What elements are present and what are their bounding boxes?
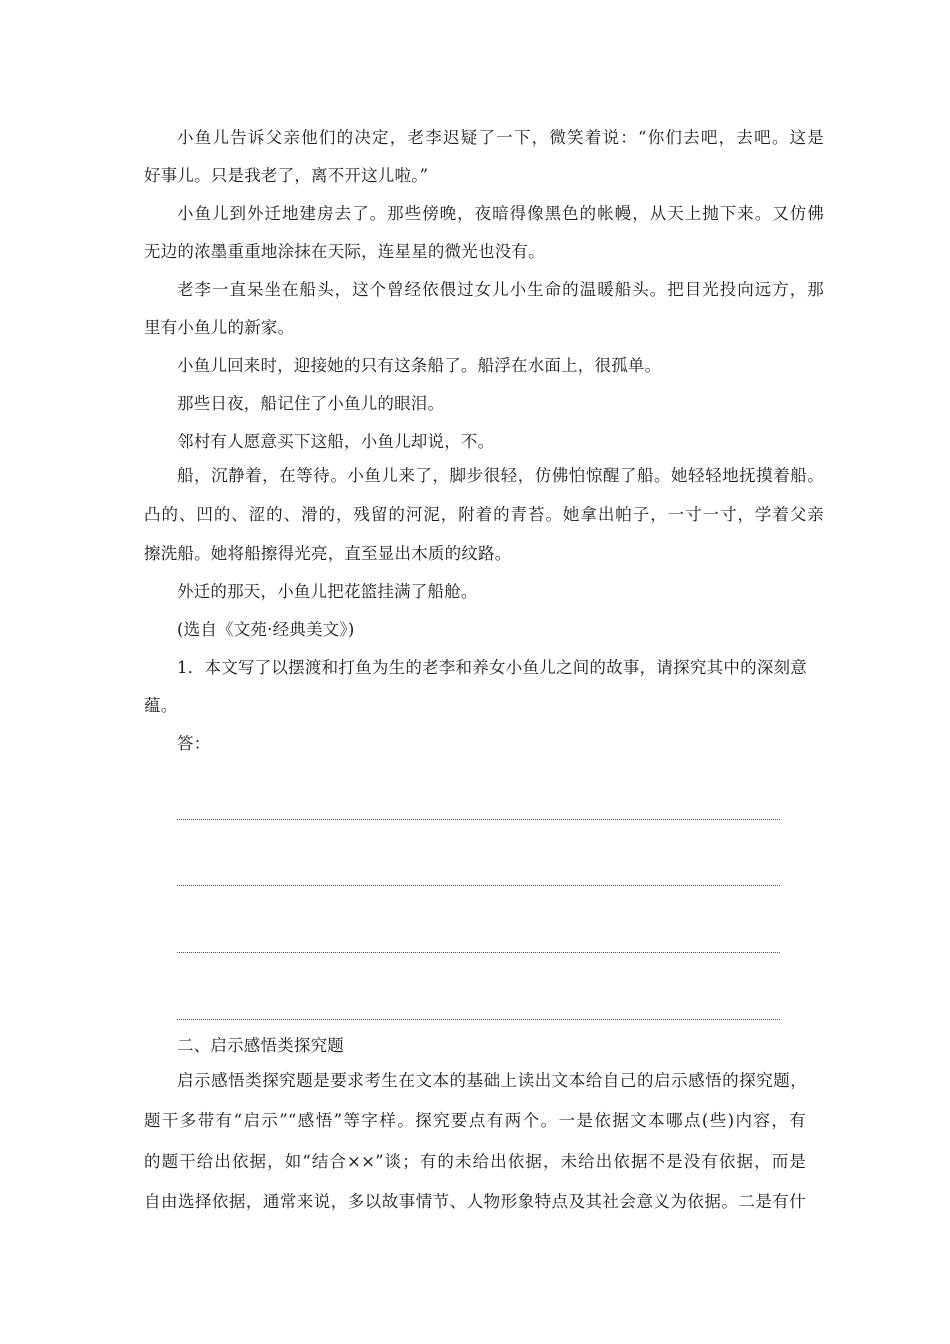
passage-line-1: 小鱼儿告诉父亲他们的决定，老李迟疑了一下，微笑着说：“你们去吧，去吧。这是 [177, 128, 824, 147]
answer-line[interactable] [177, 1019, 780, 1020]
question-1-line-2: 蕴。 [144, 696, 178, 715]
passage-line-3: 小鱼儿到外迁地建房去了。那些傍晚，夜暗得像黑色的帐幔，从天上抛下来。又仿佛 [177, 204, 824, 223]
passage-line-8: 那些日夜，船记住了小鱼儿的眼泪。 [177, 394, 445, 413]
passage-line-10: 船，沉静着，在等待。小鱼儿来了，脚步很轻，仿佛怕惊醒了船。她轻轻地抚摸着船。 [177, 466, 824, 485]
answer-line[interactable] [177, 885, 780, 886]
answer-line[interactable] [177, 819, 780, 820]
passage-line-12: 擦洗船。她将船擦得光亮，直至显出木质的纹路。 [144, 544, 512, 563]
passage-line-4: 无边的浓墨重重地涂抹在天际，连星星的微光也没有。 [144, 242, 545, 261]
section-2-line-2: 题干多带有“启示”“感悟”等字样。探究要点有两个。一是依据文本哪点(些)内容，有 [144, 1111, 806, 1130]
passage-line-2: 好事儿。只是我老了，离不开这儿啦。” [144, 166, 429, 185]
section-2-heading: 二、启示感悟类探究题 [177, 1036, 344, 1055]
passage-line-11: 凸的、凹的、涩的、滑的，残留的河泥，附着的青苔。她拿出帕子，一寸一寸，学着父亲 [144, 505, 824, 524]
answer-line[interactable] [177, 952, 780, 953]
passage-line-9: 邻村有人愿意买下这船，小鱼儿却说，不。 [177, 432, 495, 451]
passage-line-6: 里有小鱼儿的新家。 [144, 318, 295, 337]
section-2-line-3: 的题干给出依据，如“结合××”谈；有的未给出依据，未给出依据不是没有依据，而是 [144, 1152, 806, 1171]
passage-line-13: 外迁的那天，小鱼儿把花篮挂满了船舱。 [177, 582, 478, 601]
passage-line-7: 小鱼儿回来时，迎接她的只有这条船了。船浮在水面上，很孤单。 [177, 356, 662, 375]
answer-label: 答： [177, 734, 211, 753]
section-2-line-1: 启示感悟类探究题是要求考生在文本的基础上读出文本给自己的启示感悟的探究题， [177, 1071, 807, 1090]
passage-line-5: 老李一直呆坐在船头，这个曾经依偎过女儿小生命的温暖船头。把目光投向远方，那 [177, 280, 824, 299]
section-2-line-4: 自由选择依据，通常来说，多以故事情节、人物形象特点及其社会意义为依据。二是有什 [144, 1192, 806, 1211]
passage-source: (选自《文苑·经典美文》) [177, 620, 355, 639]
question-1-line-1: 1．本文写了以摆渡和打鱼为生的老李和养女小鱼儿之间的故事，请探究其中的深刻意 [177, 658, 807, 677]
